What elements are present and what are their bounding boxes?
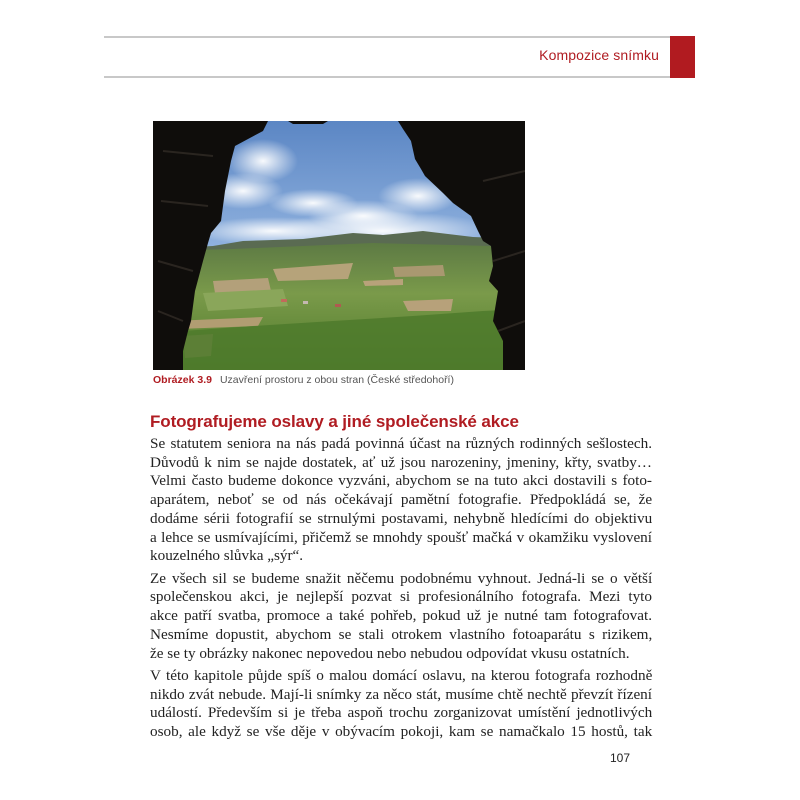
figure-caption <box>153 374 454 386</box>
text-line: událostí. Především si je třeba aspoň trochu zorganizovat umístění jednotlivých <box>150 704 653 722</box>
figure-caption-text: Uzavření prostoru z obou stran (České středohoří) <box>219 374 454 386</box>
chapter-tab-marker <box>670 36 695 78</box>
text-line: že se ty obrázky nakonec nepovedou nebo nebudou odpovídat vkusu ostatních. <box>150 644 630 662</box>
text-line: osob, ale když se vše děje v obývacím pokoji, kam se namačkalo 15 hostů, tak <box>150 723 653 741</box>
text-line: Se statutem seniora na nás padá povinná účast na různých rodinných sešlostech. <box>150 435 652 452</box>
text-line: a lehce se usmívajícími, přičemž se mnohdy spoušť mačká v okamžiku vyslovení <box>150 528 652 546</box>
chapter-title: Kompozice snímku <box>539 47 659 63</box>
text-line: společenskou akci, je nejlepší pozvat si profesionálního fotografa. Mezi tyto <box>150 588 652 606</box>
landscape-photo-icon <box>153 121 525 370</box>
text-line: aparátem, neboť se od nás očekávají pamětní fotografie. Předpokládá se, že <box>150 491 653 509</box>
paragraph <box>150 667 652 742</box>
section-heading: Fotografujeme oslavy a jiné společenské akce <box>150 412 519 431</box>
text-line: dodáme sérii fotografií se strnulými postavami, nehybně hledícími do objektivu <box>150 509 653 527</box>
paragraph <box>150 570 652 664</box>
text-line: Nesmíme dopustit, abychom se stali otrokem vlastního fotoaparátu s rizikem, <box>150 625 653 643</box>
text-line: nikdo zvát nebude. Mají-li snímky za něco stát, musíme chtě nechtě převzít řízení <box>150 685 652 703</box>
text-line: Velmi často budeme dokonce vyzváni, abychom se na tuto akci dostavili s foto- <box>150 472 652 490</box>
figure-number: Obrázek 3.9 <box>153 374 212 386</box>
text-line: akce patří svatba, promoce a také pohřeb, pokud už je nutné tam fotografovat. <box>150 607 652 625</box>
text-line: Důvodů k nim se najde dostatek, ať už jsou narozeniny, jmeniny, křty, svatby… <box>150 453 652 471</box>
running-head <box>104 36 695 78</box>
page-number: 107 <box>610 751 631 765</box>
body-text <box>150 435 652 746</box>
header-rule-top <box>104 36 670 38</box>
text-line: Ze všech sil se budeme snažit něčemu podobnému vyhnout. Jedná-li se o větší <box>150 569 653 587</box>
text-line: kouzelného slůvka „sýr“. <box>150 547 304 565</box>
text-line: V této kapitole půjde spíš o malou domácí oslavu, na kterou fotografa rozhodně <box>150 667 653 685</box>
figure-photo <box>153 121 525 370</box>
paragraph <box>150 435 652 566</box>
header-rule-bottom <box>104 76 670 78</box>
